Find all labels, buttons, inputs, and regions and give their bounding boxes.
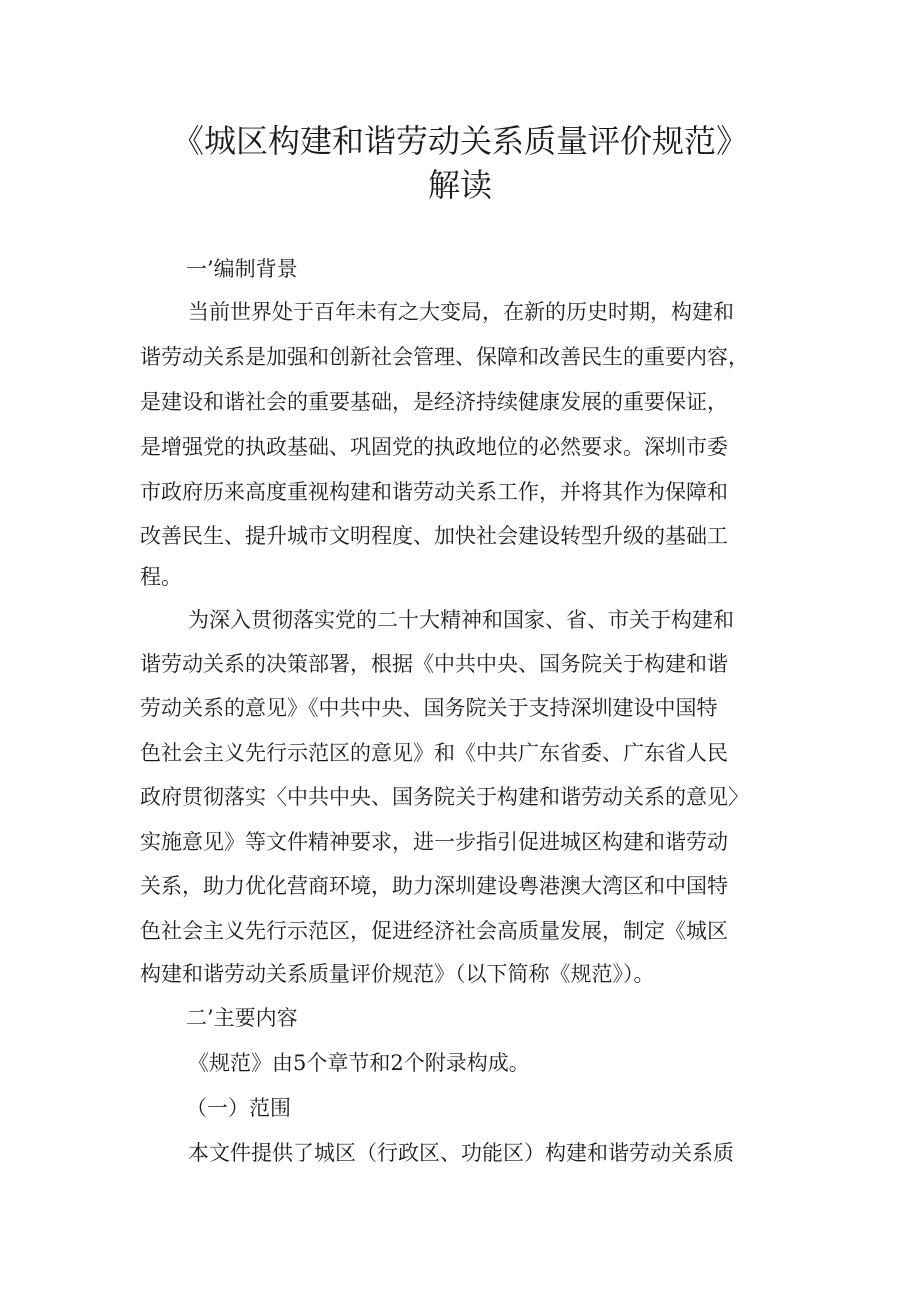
paragraph-line: 本文件提供了城区（行政区、功能区）构建和谐劳动关系质 xyxy=(188,1141,734,1165)
document-title-suffix: 解读 xyxy=(427,166,492,204)
paragraph-line: 是增强党的执政基础、巩固党的执政地位的必然要求。深圳市委 xyxy=(140,435,728,459)
paragraph-line: 程。 xyxy=(140,565,182,589)
paragraph-line: 《规范》由5个章节和2个附录构成。 xyxy=(188,1051,530,1075)
paragraph-line: 关系，助力优化营商环境，助力深圳建设粤港澳大湾区和中国特 xyxy=(140,874,728,898)
paragraph-line: 谐劳动关系的决策部署，根据《中共中央、国务院关于构建和谐 xyxy=(140,652,728,676)
paragraph-line: 当前世界处于百年未有之大变局，在新的历史时期，构建和 xyxy=(188,300,734,324)
paragraph-line: 是建设和谐社会的重要基础，是经济持续健康发展的重要保证， xyxy=(140,390,728,414)
paragraph-line: 色社会主义先行示范区的意见》和《中共广东省委、广东省人民 xyxy=(140,741,728,765)
paragraph-line: 色社会主义先行示范区，促进经济社会高质量发展，制定《城区 xyxy=(140,919,728,943)
paragraph-line: 实施意见》等文件精神要求，进一步指引促进城区构建和谐劳动 xyxy=(140,830,728,854)
document-title: 《城区构建和谐劳动关系质量评价规范》 xyxy=(171,122,748,160)
paragraph-line: 政府贯彻落实〈中共中央、国务院关于构建和谐劳动关系的意见〉 xyxy=(140,785,749,809)
paragraph-line: 谐劳动关系是加强和创新社会管理、保障和改善民生的重要内容， xyxy=(140,345,749,369)
paragraph-line: 构建和谐劳动关系质量评价规范》（以下简称《规范》）。 xyxy=(140,962,655,986)
paragraph-line: 为深入贯彻落实党的二十大精神和国家、省、市关于构建和 xyxy=(188,608,734,632)
subsection-heading-scope: （一）范围 xyxy=(186,1096,291,1120)
paragraph-line: 市政府历来高度重视构建和谐劳动关系工作，并将其作为保障和 xyxy=(140,480,728,504)
section-heading-main-content: 二’主要内容 xyxy=(186,1006,298,1030)
paragraph-line: 改善民生、提升城市文明程度、加快社会建设转型升级的基础工 xyxy=(140,524,728,548)
paragraph-line: 劳动关系的意见》《中共中央、国务院关于支持深圳建设中国特 xyxy=(140,696,718,720)
section-heading-background: 一’编制背景 xyxy=(186,257,298,281)
